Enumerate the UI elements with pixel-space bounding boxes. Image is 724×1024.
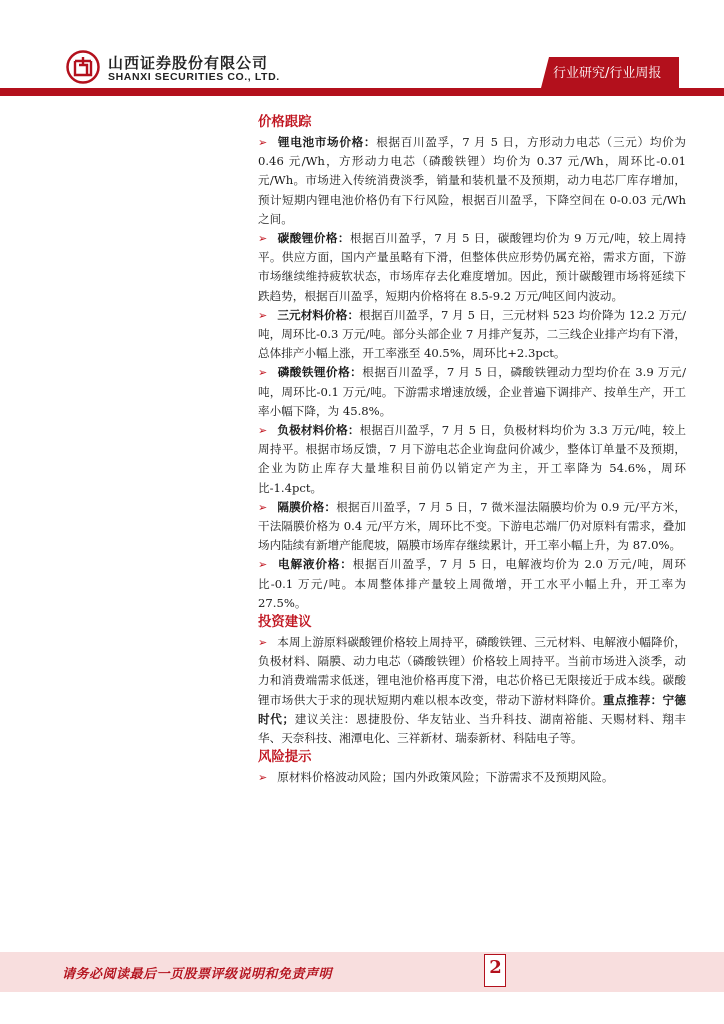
invest-emphasis: 重点推荐：宁德时代； (258, 692, 686, 726)
item-text: 根据百川盈孚，7 月 5 日，电解液均价为 2.0 万元/吨，周环比-0.1 万元/吨。本周整体排产量较上周微增，开工水平小幅上升，开工率为 27.5%。 (258, 557, 686, 610)
arrow-bullet-icon: ➢ (258, 771, 268, 785)
price-item-lithium-carbonate (258, 229, 686, 306)
page-number: 2 (489, 957, 502, 978)
item-lead: 三元材料价格： (277, 307, 360, 322)
item-lead: 磷酸铁锂价格： (277, 365, 363, 380)
arrow-bullet-icon: ➢ (258, 366, 268, 380)
header-divider (0, 88, 724, 96)
report-body (258, 113, 686, 788)
arrow-bullet-icon: ➢ (258, 500, 268, 514)
item-lead: 负极材料价格： (277, 423, 360, 438)
arrow-bullet-icon: ➢ (258, 232, 268, 246)
item-lead: 锂电池市场价格： (277, 135, 377, 149)
item-lead: 电解液价格： (277, 557, 353, 572)
item-text: 根据百川盈孚，7 月 5 日，负极材料均价为 3.3 万元/吨，较上周持平。根据市场反馈，7 月下游电芯企业询盘问价减少，整体订单量不及预期，企业为防止库存大量堆积目前仍以销定产为主，开工率降为 54.6%，周环比-1.4pct。 (258, 423, 686, 495)
item-text: 根据百川盈孚，7 月 5 日，三元材料 523 均价降为 12.2 万元/吨，周环比-0.3 万元/吨。部分头部企业 7 月排产复苏，二三线企业排产均有下滑，总体排产小幅上涨，开工率涨至 40.5%，周环比+2.3pct。 (258, 307, 686, 361)
company-name-cn: 山西证券股份有限公司 (108, 54, 269, 72)
arrow-bullet-icon: ➢ (258, 136, 268, 149)
risk-text: 原材料价格波动风险；国内外政策风险；下游需求不及预期风险。 (277, 770, 614, 785)
price-item-lfp (258, 363, 686, 421)
section-title-invest: 投资建议 (258, 615, 312, 631)
price-item-ternary (258, 306, 686, 364)
item-lead: 碳酸锂价格： (277, 231, 350, 246)
invest-text: 本周上游原料碳酸锂价格较上周持平，磷酸铁锂、三元材料、电解液小幅降价，负极材料、隔膜、动力电芯（磷酸铁锂）价格较上周持平。当前市场进入淡季，动力和消费端需求低迷，锂电池价格再度下滑，电芯价格已无限接近于成本线。碳酸锂市场供大于求的现状短期内难以根本改变，带动下游材料降价。 (258, 635, 686, 707)
section-title-price: 价格跟踪 (258, 115, 312, 130)
shanxi-securities-logo-icon (66, 50, 100, 84)
page-header (0, 0, 724, 100)
arrow-bullet-icon: ➢ (258, 636, 268, 650)
price-item-separator (258, 498, 686, 556)
section-title-risk: 风险提示 (258, 750, 312, 766)
price-item-battery (258, 133, 686, 229)
arrow-bullet-icon: ➢ (258, 308, 268, 322)
item-text: 根据百川盈孚，7 月 5 日，7 微米湿法隔膜均价为 0.9 元/平方米，干法隔膜价格为 0.4 元/平方米，周环比不变。下游电芯端厂仍对原料有需求，叠加场内陆续有新增产能爬坡，隔膜市场库存继续累计，开工率小幅上升，为 87.0%。 (258, 499, 686, 553)
price-item-electrolyte (258, 555, 686, 613)
item-text: 根据百川盈孚，7 月 5 日，方形动力电芯（三元）均价为 0.46 元/Wh，方形动力电芯（磷酸铁锂）均价为 0.37 元/Wh，周环比-0.01 元/Wh。市场进入传统消费淡季，销量和装机量不及预期，动力电芯厂库存增加，预计短期内锂电池价格仍有下行风险，根据百川盈孚，下降空间在 0-0.03 元/Wh 之间。 (258, 135, 686, 226)
company-name-en: SHANXI SECURITIES CO., LTD. (108, 71, 280, 83)
arrow-bullet-icon: ➢ (258, 558, 268, 572)
arrow-bullet-icon: ➢ (258, 424, 268, 438)
risk-paragraph (258, 768, 686, 787)
footer-disclaimer: 请务必阅读最后一页股票评级说明和免责声明 (62, 967, 333, 982)
price-item-anode (258, 421, 686, 498)
invest-watchlist: 建议关注：恩捷股份、华友钴业、当升科技、湖南裕能、天赐材料、翔丰华、天奈科技、湘潭电化、三祥新材、瑞泰新材、科陆电子等。 (258, 711, 686, 746)
item-text: 根据百川盈孚，7 月 5 日，磷酸铁锂动力型均价在 3.9 万元/吨，周环比-0.1 万元/吨。下游需求增速放缓，企业普遍下调排产、按单生产，开工率小幅下降，为 45.8%。 (258, 365, 686, 418)
report-category: 行业研究/行业周报 (553, 66, 662, 81)
item-lead: 隔膜价格： (277, 499, 337, 514)
item-text: 根据百川盈孚，7 月 5 日，碳酸锂均价为 9 万元/吨，较上周持平。供应方面，国内产量虽略有下滑，但整体供应形势仍属充裕，需求方面，下游市场继续维持疲软状态，市场库存去化难度增加。因此，预计碳酸锂市场将延续下跌趋势，根据百川盈孚，短期内价格将在 8.5-9.2 万元/吨区间内波动。 (258, 231, 686, 303)
invest-paragraph (258, 633, 686, 748)
